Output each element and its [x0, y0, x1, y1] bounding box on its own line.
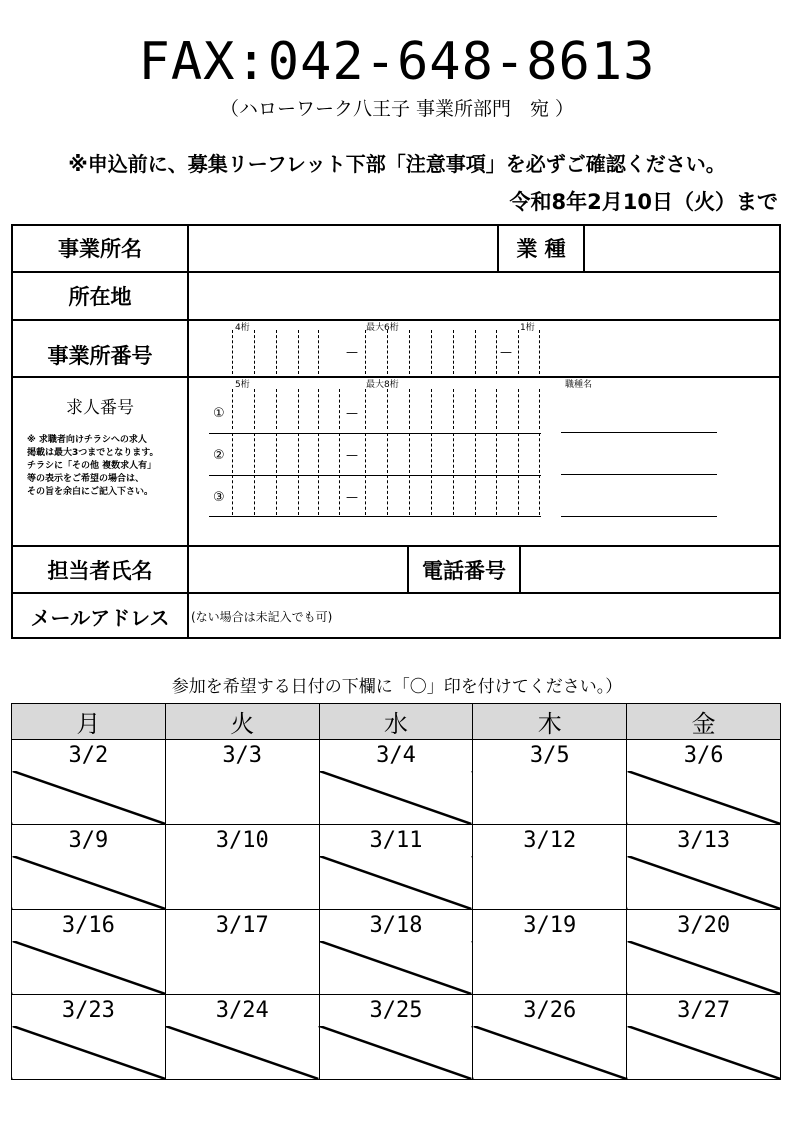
date-label: 3/3	[165, 740, 319, 772]
unavailable-date-cell	[627, 941, 781, 995]
digit-divider	[276, 389, 277, 429]
contact-name-label: 担当者氏名	[47, 559, 153, 583]
digit-divider	[475, 389, 476, 429]
date-selection-cell[interactable]	[473, 856, 627, 910]
digit-divider	[496, 330, 497, 374]
date-label: 3/9	[12, 825, 166, 857]
digit-divider	[318, 330, 319, 374]
digit-divider	[365, 475, 366, 515]
date-label: 3/18	[319, 910, 473, 942]
digit-divider	[254, 330, 255, 374]
calendar-instruction: 参加を希望する日付の下欄に「〇」印を付けてください。）	[171, 677, 623, 697]
job-type-field-3[interactable]	[561, 516, 717, 517]
job-number-label: 求人番号	[66, 398, 134, 418]
digit-divider	[409, 330, 410, 374]
date-label: 3/23	[12, 995, 166, 1027]
digit-divider	[475, 475, 476, 515]
digit-divider	[431, 433, 432, 473]
digit-divider	[409, 389, 410, 429]
weekday-fri: 金	[627, 704, 781, 740]
digit-divider	[339, 475, 340, 515]
digit-divider	[254, 389, 255, 429]
digit-divider	[518, 389, 519, 429]
application-form	[11, 224, 781, 639]
unavailable-date-cell	[12, 771, 166, 825]
digit-divider	[365, 330, 366, 374]
digit-divider	[298, 330, 299, 374]
date-calendar	[11, 703, 781, 1080]
date-label: 3/16	[12, 910, 166, 942]
job-sep-3: —	[346, 490, 358, 504]
phone-field[interactable]	[523, 549, 777, 591]
job-type-field-2[interactable]	[561, 474, 717, 475]
date-label: 3/24	[165, 995, 319, 1027]
date-label: 3/13	[627, 825, 781, 857]
digit-divider	[387, 475, 388, 515]
job-type-field-1[interactable]	[561, 432, 717, 433]
digit-divider	[365, 433, 366, 473]
digit-divider	[298, 389, 299, 429]
digit-divider	[298, 433, 299, 473]
date-label: 3/2	[12, 740, 166, 772]
digit-divider	[496, 433, 497, 473]
deadline-text: 令和8年2月10日（火）まで	[509, 190, 778, 214]
unavailable-date-cell	[319, 856, 473, 910]
digit-divider	[254, 475, 255, 515]
fax-number: FAX:042-648-8613	[138, 32, 656, 92]
digit-divider	[453, 389, 454, 429]
digit-divider	[496, 475, 497, 515]
digit-divider	[276, 330, 277, 374]
digit-divider	[539, 330, 540, 374]
row-marker-1: ①	[213, 406, 225, 421]
digit-divider	[318, 433, 319, 473]
industry-field[interactable]	[587, 228, 777, 270]
date-label: 3/20	[627, 910, 781, 942]
date-label: 3/17	[165, 910, 319, 942]
date-selection-cell[interactable]	[473, 941, 627, 995]
unavailable-date-cell	[473, 1026, 627, 1080]
unavailable-date-cell	[319, 1026, 473, 1080]
hint-1-digit: 1桁	[520, 323, 535, 333]
digit-divider	[276, 433, 277, 473]
digit-divider	[339, 389, 340, 429]
date-label: 3/4	[319, 740, 473, 772]
unavailable-date-cell	[627, 1026, 781, 1080]
digit-divider	[431, 389, 432, 429]
company-name-field[interactable]	[191, 228, 495, 270]
unavailable-date-cell	[12, 1026, 166, 1080]
weekday-wed: 水	[319, 704, 473, 740]
digit-divider	[232, 330, 233, 374]
address-field[interactable]	[191, 275, 777, 317]
digit-divider	[453, 433, 454, 473]
digit-divider	[298, 475, 299, 515]
date-selection-cell[interactable]	[165, 941, 319, 995]
digit-divider	[232, 389, 233, 429]
digit-divider	[539, 475, 540, 515]
industry-label: 業 種	[516, 237, 566, 261]
office-sep-2: —	[500, 345, 512, 359]
job-note: ※ 求職者向けチラシへの求人 掲載は最大3つまでとなります。 チラシに「その他 複数求人有」 等の表示をご希望の場合は、 その旨を余白にご記入下さい。	[27, 435, 159, 497]
digit-divider	[453, 330, 454, 374]
digit-divider	[365, 389, 366, 429]
date-label: 3/11	[319, 825, 473, 857]
digit-divider	[387, 330, 388, 374]
company-name-label: 事業所名	[58, 237, 142, 261]
digit-divider	[518, 433, 519, 473]
digit-divider	[232, 433, 233, 473]
digit-divider	[318, 389, 319, 429]
date-selection-cell[interactable]	[165, 771, 319, 825]
date-label: 3/25	[319, 995, 473, 1027]
date-label: 3/12	[473, 825, 627, 857]
row-marker-2: ②	[213, 448, 225, 463]
unavailable-date-cell	[165, 1026, 319, 1080]
digit-divider	[518, 475, 519, 515]
digit-divider	[232, 475, 233, 515]
date-label: 3/5	[473, 740, 627, 772]
digit-divider	[431, 330, 432, 374]
unavailable-date-cell	[627, 856, 781, 910]
hint-max-6-digits: 最大6桁	[366, 323, 399, 333]
digit-divider	[518, 330, 519, 374]
job-sep-2: —	[346, 448, 358, 462]
digit-divider	[387, 389, 388, 429]
unavailable-date-cell	[12, 941, 166, 995]
weekday-tue: 火	[165, 704, 319, 740]
unavailable-date-cell	[319, 941, 473, 995]
recipient-line: （ハローワーク八王子 事業所部門 宛 ）	[219, 98, 575, 120]
address-label: 所在地	[68, 285, 132, 309]
hint-max-8-digits: 最大8桁	[366, 380, 399, 390]
date-selection-cell[interactable]	[165, 856, 319, 910]
row-marker-3: ③	[213, 490, 225, 505]
date-label: 3/26	[473, 995, 627, 1027]
unavailable-date-cell	[12, 856, 166, 910]
digit-divider	[409, 433, 410, 473]
phone-label: 電話番号	[422, 559, 506, 583]
weekday-thu: 木	[473, 704, 627, 740]
digit-divider	[431, 475, 432, 515]
digit-divider	[276, 475, 277, 515]
office-number-label: 事業所番号	[47, 344, 153, 368]
digit-divider	[254, 433, 255, 473]
job-sep-1: —	[346, 406, 358, 420]
digit-divider	[453, 475, 454, 515]
hint-5-digits: 5桁	[235, 380, 250, 390]
digit-divider	[387, 433, 388, 473]
digit-divider	[539, 389, 540, 429]
job-type-label: 職種名	[565, 380, 593, 390]
digit-divider	[475, 330, 476, 374]
email-hint: (ない場合は未記入でも可)	[191, 610, 333, 624]
email-field[interactable]	[191, 596, 777, 636]
contact-name-field[interactable]	[191, 549, 405, 591]
date-label: 3/10	[165, 825, 319, 857]
digit-divider	[539, 433, 540, 473]
digit-divider	[409, 475, 410, 515]
office-sep-1: —	[346, 345, 358, 359]
date-label: 3/6	[627, 740, 781, 772]
email-label: メールアドレス	[30, 606, 170, 630]
digit-divider	[318, 475, 319, 515]
unavailable-date-cell	[627, 771, 781, 825]
digit-divider	[475, 433, 476, 473]
unavailable-date-cell	[319, 771, 473, 825]
date-selection-cell[interactable]	[473, 771, 627, 825]
date-label: 3/19	[473, 910, 627, 942]
hint-4-digits: 4桁	[235, 323, 250, 333]
digit-divider	[496, 389, 497, 429]
weekday-mon: 月	[12, 704, 166, 740]
digit-divider	[339, 433, 340, 473]
date-label: 3/27	[627, 995, 781, 1027]
notice-text: ※申込前に、募集リーフレット下部「注意事項」を必ずご確認ください。	[68, 152, 726, 176]
